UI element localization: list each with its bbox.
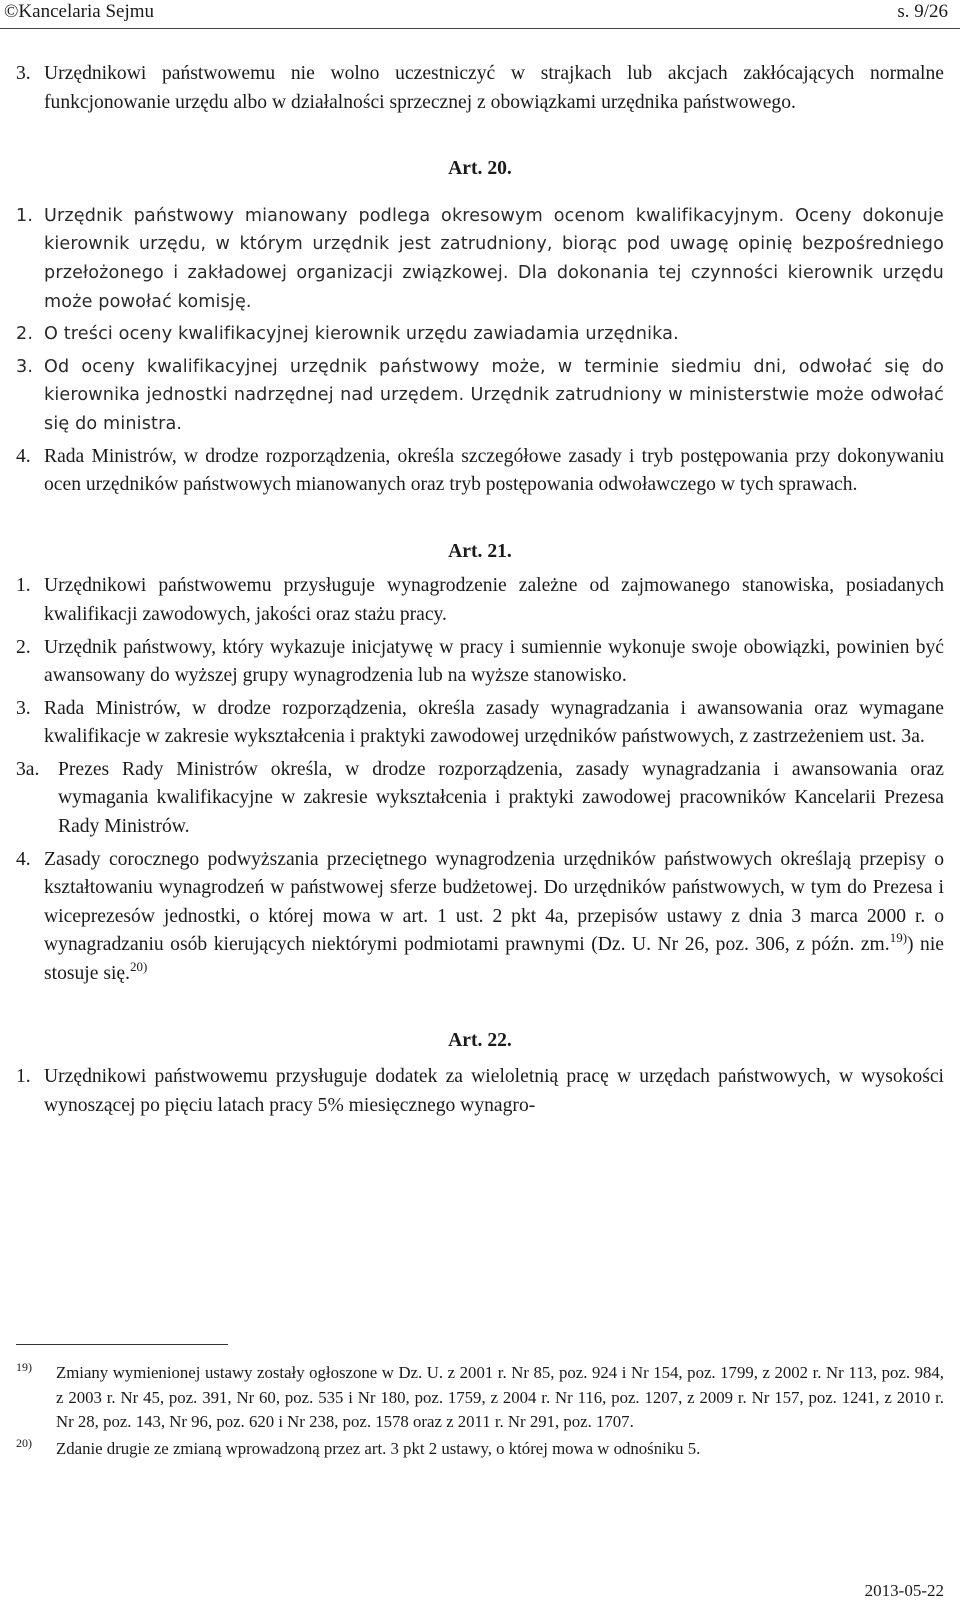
footnote-reference[interactable]: 19): [889, 930, 908, 946]
paragraph-number: 1.: [16, 575, 31, 597]
footnote-text: Zdanie drugie ze zmianą wprowadzoną przez art. 3 pkt 2 ustawy, o której mowa w odnośniku 5.: [56, 1438, 701, 1458]
paragraph-number: 2.: [16, 636, 31, 658]
paragraph: [16, 572, 944, 629]
footnote-divider: [16, 1344, 228, 1345]
paragraph: [16, 443, 944, 500]
paragraph-text: Urzędnikowi państwowemu przysługuje wynagrodzenie zależne od zajmowanego stanowiska, posiadanych kwalifikacji zawodowych, jakości oraz stażu pracy.: [44, 575, 944, 625]
article-heading: Art. 22.: [448, 1029, 512, 1051]
article-heading: Art. 21.: [448, 540, 512, 562]
footnote: [16, 1361, 944, 1435]
paragraph: [16, 60, 944, 117]
paragraph-text: Urzędnik państwowy, który wykazuje inicjatywę w pracy i sumiennie wykonuje swoje obowiązki, powinien być awansowany do wyższej grupy wynagrodzenia lub na wyższe stanowisko.: [44, 636, 944, 687]
document-body: [16, 60, 944, 1124]
page-header: [0, 0, 960, 29]
paragraph-number: 2.: [16, 324, 34, 345]
footnote: [16, 1437, 944, 1462]
paragraph: [16, 634, 944, 691]
paragraph-number: 1.: [16, 205, 34, 226]
footnote-text: Zmiany wymienionej ustawy zostały ogłoszone w Dz. U. z 2001 r. Nr 85, poz. 924 i Nr 154, poz. 1799, z 2002 r. Nr 113, poz. 984, z 2003 r. Nr 45, poz. 391, Nr 60, poz. 535 i Nr 180, poz. 1759, z 2004 r. Nr 116, poz. 1207, z 2009 r. Nr 157, poz. 1241, z 2010 r. Nr 28, poz. 143, Nr 96, poz. 620 i Nr 238, poz. 1578 oraz z 2011 r. Nr 291, poz. 1707.: [56, 1363, 944, 1431]
footnote-number: 19): [16, 1360, 32, 1374]
paragraph-number: 3.: [16, 697, 31, 719]
header-source: ©Kancelaria Sejmu: [4, 1, 155, 22]
paragraph-number: 4.: [16, 445, 31, 467]
paragraph-number: 3.: [16, 356, 34, 377]
paragraph-text: O treści oceny kwalifikacyjnej kierownik urzędu zawiadamia urzędnika.: [44, 324, 679, 345]
footnote-reference[interactable]: 20): [130, 959, 148, 975]
paragraph-text: Rada Ministrów, w drodze rozporządzenia, określa zasady wynagradzania i awansowania oraz wymagane kwalifikacje w zakresie wykształcenia i praktyki zawodowej urzędników państwowych, z zastrzeżeniem ust. 3a.: [44, 697, 944, 748]
paragraph-text: Urzędnik państwowy mianowany podlega okresowym ocenom kwalifikacyjnym. Oceny dokonuje kierownik urzędu, w którym urzędnik jest zatrudniony, biorąc pod uwagę opinię bezpośredniego przełożonego i zakładowej organizacji związkowej. Dla dokonania tej czynności kierownik urzędu może powołać komisję.: [44, 205, 944, 312]
header-page-number: s. 9/26: [897, 1, 948, 22]
paragraph-number: 3a.: [16, 758, 40, 780]
paragraph: [16, 846, 944, 989]
paragraph: [16, 756, 944, 842]
paragraph-text: Od oceny kwalifikacyjnej urzędnik państwowy może, w terminie siedmiu dni, odwołać się do kierownika jednostki nadrzędnej nad urzędem. Urzędnik zatrudniony w ministerstwie może odwołać się do ministra.: [44, 356, 944, 434]
paragraph: [16, 353, 944, 439]
paragraph-number: 4.: [16, 848, 31, 870]
document-date: 2013-05-22: [864, 1581, 944, 1600]
paragraph: [16, 202, 944, 316]
paragraph: [16, 695, 944, 752]
paragraph-text: Urzędnikowi państwowemu przysługuje dodatek za wieloletnią pracę w urzędach państwowych, w wysokości wynoszącej po pięciu latach pracy 5% miesięcznego wynagro-: [44, 1066, 944, 1116]
paragraph-number: 3.: [16, 63, 31, 84]
paragraph-number: 1.: [16, 1066, 31, 1088]
paragraph-text: Rada Ministrów, w drodze rozporządzenia, określa szczegółowe zasady i tryb postępowania przy dokonywaniu ocen urzędników państwowych mianowanych oraz tryb postępowania odwoławczego w tych sprawach.: [44, 445, 944, 496]
footnote-number: 20): [16, 1435, 32, 1450]
paragraph-text: Zasady corocznego podwyższania przeciętnego wynagrodzenia urzędników państwowych określają przepisy o kształtowaniu wynagrodzeń w państwowej sferze budżetowej. Do urzędników państwowych, w tym do Prezesa i wiceprezesów jednostki, o której mowa w art. 1 ust. 2 pkt 4a, przepisów ustawy z dnia 3 marca 2000 r. o wynagradzaniu osób kierujących niektórymi podmiotami prawnymi (Dz. U. Nr 26, poz. 306, z późn. zm.: [44, 848, 944, 956]
paragraph-text-continued: ) nie stosuje się.: [44, 934, 944, 985]
footnotes: [16, 1361, 944, 1463]
paragraph: [16, 320, 944, 349]
article-heading: Art. 20.: [448, 158, 512, 180]
paragraph-text: Urzędnikowi państwowemu nie wolno uczestniczyć w strajkach lub akcjach zakłócających normalne funkcjonowanie urzędu albo w działalności sprzecznej z obowiązkami urzędnika państwowego.: [44, 63, 944, 113]
paragraph-text: Prezes Rady Ministrów określa, w drodze rozporządzenia, zasady wynagradzania i awansowania oraz wymagania kwalifikacyjne w zakresie wykształcenia i praktyki zawodowej pracowników Kancelarii Prezesa Rady Ministrów.: [58, 758, 944, 838]
paragraph: [16, 1063, 944, 1120]
